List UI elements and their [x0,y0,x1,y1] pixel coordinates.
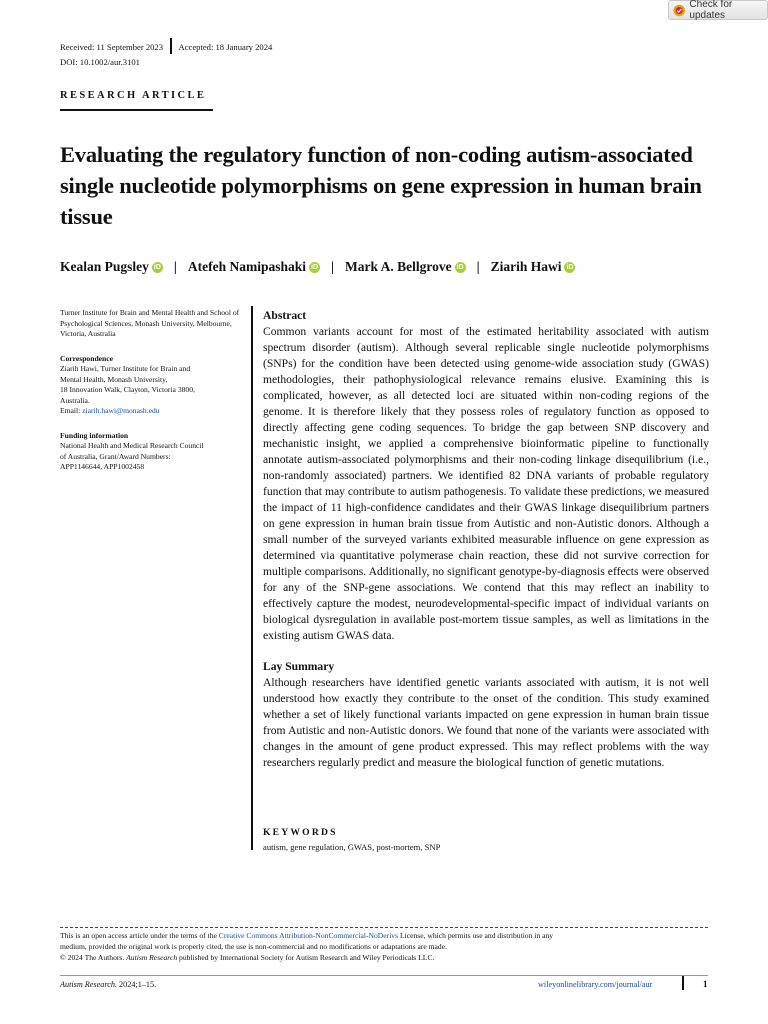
author-list [60,259,575,275]
orcid-icon[interactable]: iD [153,264,161,271]
author-name[interactable]: Mark A. Bellgrove [345,259,452,274]
correspondence-line: 18 Innovation Walk, Clayton, Victoria 3800, [60,385,195,394]
copyright-line [60,953,710,964]
license-text: License, which permits use and distribution in any [398,931,554,940]
author-separator: | [476,259,480,274]
page-separator [682,976,684,990]
funding-line: of Australia, Grant/Award Numbers: [60,451,171,461]
affiliation: Turner Institute for Brain and Mental Health and School of Psychological Sciences, Monash University, Melbourne, Victoria, Australia [60,308,240,338]
funding-line: National Health and Medical Research Council [60,441,204,450]
author-name[interactable]: Ziarih Hawi [490,259,562,274]
orcid-icon[interactable]: iD [311,264,319,271]
article-main [263,308,709,771]
lay-summary-heading: Lay Summary [263,660,335,673]
correspondence-line: Australia. [60,395,90,405]
article-dates [60,38,272,54]
orcid-icon[interactable]: iD [566,264,574,271]
author-name[interactable]: Atefeh Namipashaki [187,259,307,274]
journal-year-pages: 2024;1–15. [117,980,157,989]
column-divider [251,306,253,850]
footer-rule [60,927,708,928]
correspondence-heading: Correspondence [60,353,114,363]
check-for-updates-label: Check for updates [689,0,733,21]
author-separator: | [331,259,334,274]
license-text: This is an open access article under the terms of the [60,931,219,940]
funding-heading: Funding information [60,430,129,440]
check-for-updates-icon [673,4,685,17]
email-line [60,406,240,417]
check-for-updates-button[interactable] [668,0,768,20]
article-title: Evaluating the regulatory function of non-coding autism-associated single nucleotide polymorphisms on gene expression in human brain tissue [60,142,702,229]
funding-line: APP1146644, APP1002458 [60,462,145,471]
email-label: Email: [60,406,83,415]
correspondence-line: Ziarih Hawi, Turner Institute for Brain and [60,364,191,373]
section-rule [60,109,213,111]
correspondence-line: Mental Health, Monash University, [60,374,168,384]
copyright-text: published by International Society for Autism Research and Wiley Periodicals LLC. [177,952,435,962]
journal-website-link[interactable]: wileyonlinelibrary.com/journal/aur [538,980,653,989]
page-number: 1 [703,979,708,989]
license-notice [60,931,710,963]
lay-summary-text: Although researchers have identified genetic variants associated with autism, it is not well understood how exactly they contribute to the onset of the condition. This study examined whether a set of likely functional variants impacted on gene expression in human brain tissue from Autistic and non-Autistic donors. We found that none of the variants were associated with changes in the amount of gene product expressed. This may reflect problems with the way researchers regularly predict and measure the biological function of genetic mutations. [263,676,709,769]
license-line [60,931,710,942]
license-line: medium, provided the original work is properly cited, the use is non-commercial and no modifications or adaptations are made. [60,941,447,951]
keywords-heading: KEYWORDS [263,827,338,838]
orcid-icon[interactable]: iD [456,264,464,271]
article-sidebar [60,308,240,473]
copyright-journal: Autism Research [126,952,178,962]
section-label: RESEARCH ARTICLE [60,90,207,101]
keywords-text: autism, gene regulation, GWAS, post-mortem, SNP [263,842,441,852]
license-link[interactable]: Creative Commons Attribution-NonCommercial-NoDerivs [218,931,399,940]
author-name[interactable]: Kealan Pugsley [60,259,149,274]
abstract-heading: Abstract [263,309,307,322]
journal-name: Autism Research. [60,980,117,989]
copyright-text: © 2024 The Authors. [60,952,127,962]
received-date: Received: 11 September 2023 [60,42,164,52]
bottom-rule [60,975,708,976]
date-separator [170,38,172,54]
abstract-text: Common variants account for most of the estimated heritability associated with autism spectrum disorder (autism). Although several replicable single nucleotide polymorphisms (SNPs) for the condition have been detected using genome-wide association study (GWAS) methodologies, their pathophysiological relevance remains elusive. Examining this is complicated, however, as all detected loci are situated within non-coding regions of the genome. It is therefore likely that they possess roles of regulatory function as opposed to directly affecting gene coding sequences. To bridge the gap between SNP discovery and mechanistic insight, we applied a comprehensive bioinformatic pipeline to functionally annotate autism-associated polymorphisms and their non-coding linkage disequilibrium (i.e., non-randomly associated) partners. We identified 82 DNA variants of probable regulatory function that may contribute to autism pathogenesis. To validate these predictions, we measured the impact of 11 high-confidence candidates and their GWAS linkage disequilibrium partners on gene expression in human brain tissue from Autistic and non-Autistic donors. Although a small number of the surveyed variants exhibited measurable influence on gene expression as determined via quantitative polymerase chain reaction, these did not survive correction for multiple comparisons. Additionally, no significant genotype-by-diagnosis effects were observed for any of the SNP-gene associations. We contend that this may reflect an inability to effectively capture the modest, neurodevelopmental-specific impact of individual variants on biological dysregulation in available post-mortem tissue samples, as well as limitations in the existing autism GWAS data. [263,325,709,642]
email-link[interactable]: ziarih.hawi@monash.edu [82,406,160,415]
author-separator: | [173,259,177,274]
doi: DOI: 10.1002/aur.3101 [60,57,140,67]
journal-citation [60,980,156,989]
accepted-date: Accepted: 18 January 2024 [178,42,273,52]
